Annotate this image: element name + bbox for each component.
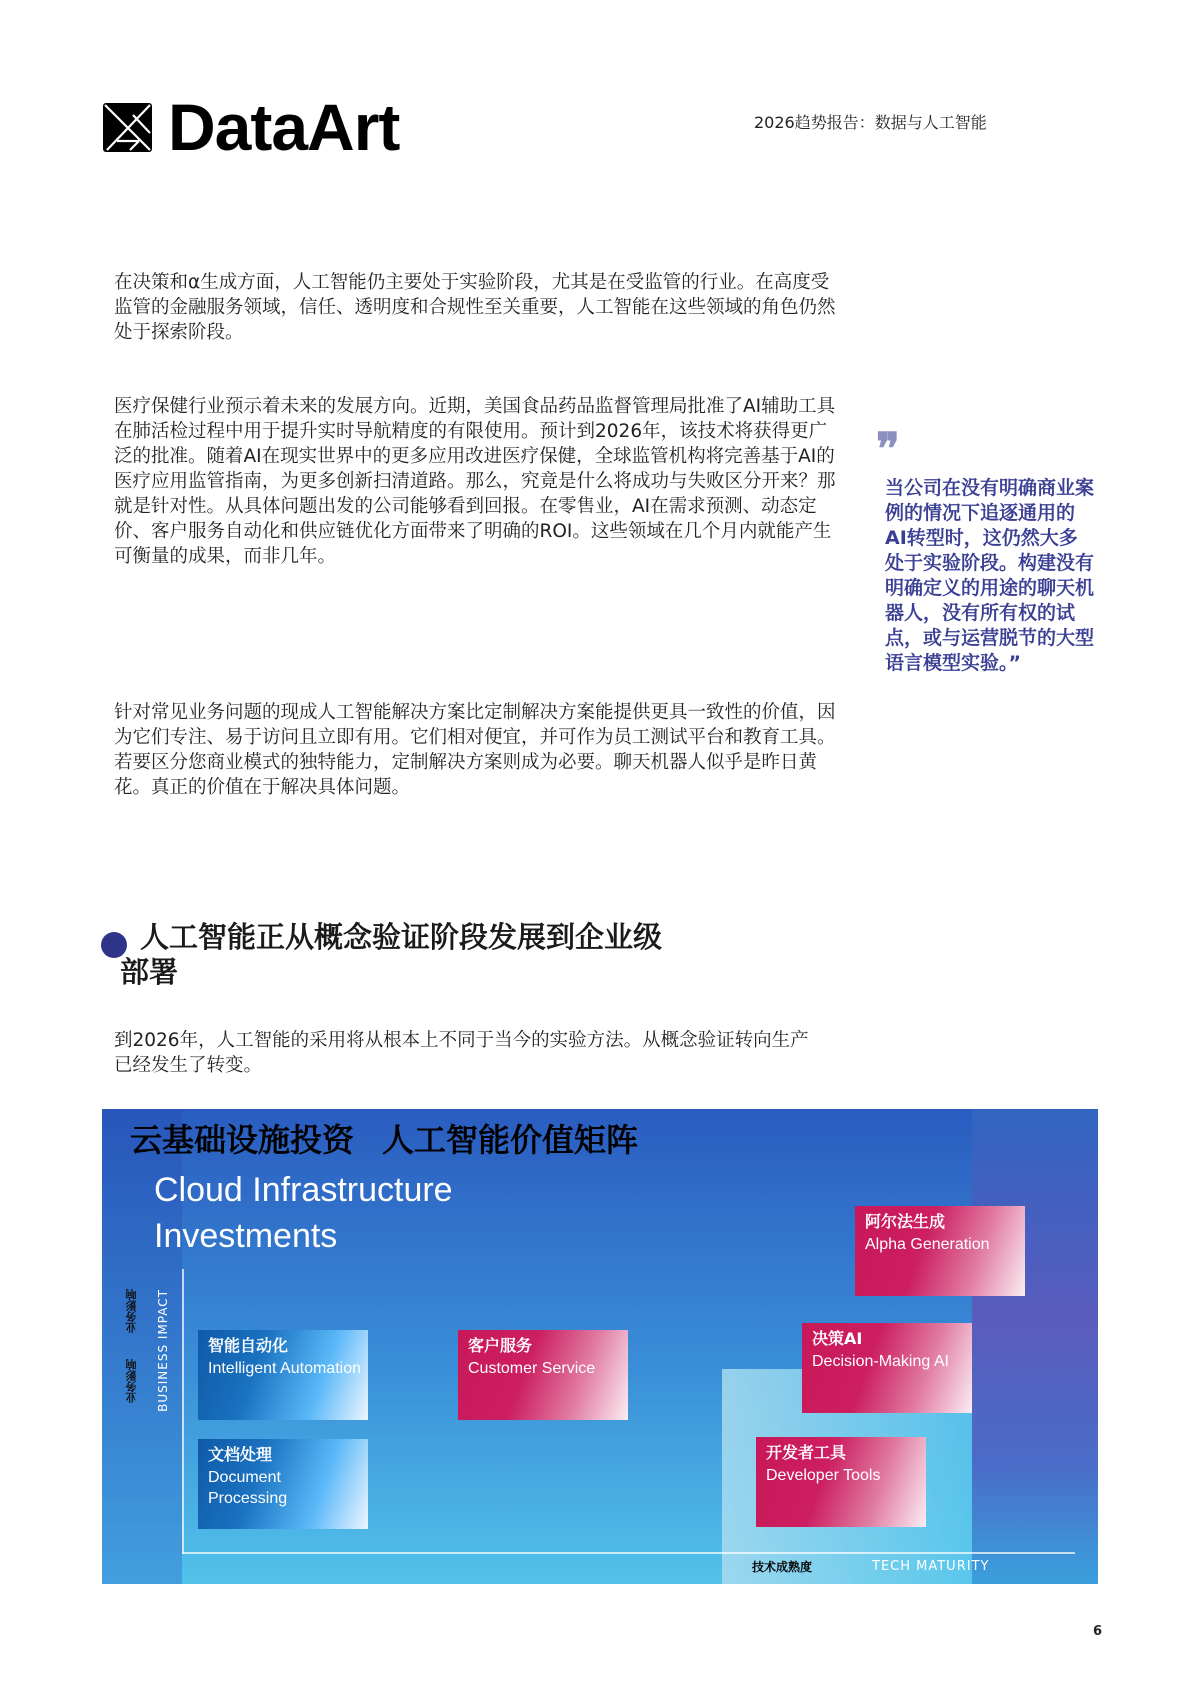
y-axis-label-cn-2: 业务影响 [125,1359,138,1403]
item-label-cn: 文档处理 [208,1445,273,1464]
figure-title [154,1167,453,1259]
item-label-en: Intelligent Automation [208,1360,361,1377]
paragraph-2: 医疗保健行业预示着未来的发展方向。近期，美国食品药品监督管理局批准了AI辅助工具在肺活检过程中用于提升实时导航精度的有限使用。预计到2026年，该技术将获得更广泛的批准。随着AI在现实世界中的更多应用改进医疗保健，全球监管机构将完善基于AI的医疗应用监管指南，为更多创新扫清道路。那么，究竟是什么将成功与失败区分开来？那就是针对性。从具体问题出发的公司能够看到回报。在零售业，AI在需求预测、动态定价、客户服务自动化和供应链优化方面带来了明确的ROI。这些领域在几个月内就能产生可衡量的成果，而非几年。 [114,396,836,567]
figure-title-line-1: Cloud Infrastructure [154,1171,453,1209]
x-axis-line [182,1552,1075,1554]
matrix-item-customer-service [458,1330,628,1420]
matrix-item-alpha-generation [855,1206,1025,1296]
item-label-en: Developer Tools [766,1467,881,1484]
y-axis-label-en: BUSINESS IMPACT [156,1289,170,1412]
item-label-en: Decision-Making AI [812,1353,949,1370]
page-number: 6 [1093,1624,1103,1639]
x-axis-label-cn: 技术成熟度 [752,1560,813,1574]
pull-quote: 当公司在没有明确商业案例的情况下追逐通用的AI转型时，这仍然大多处于实验阶段。构建没有明确定义的用途的聊天机器人，没有所有权的试点，或与运营脱节的大型语言模型实验。” [885,477,1095,674]
section-heading: 人工智能正从概念验证阶段发展到企业级部署 [120,920,663,989]
item-label-cn: 客户服务 [468,1336,533,1355]
figure-title-line-2: Investments [154,1217,338,1255]
x-axis-label-en: TECH MATURITY [872,1559,990,1574]
y-axis-line [182,1269,184,1554]
item-label-cn: 决策AI [812,1329,863,1348]
logo-text: DataArt [168,90,400,164]
item-label-cn: 智能自动化 [208,1336,289,1355]
matrix-figure [102,1109,1098,1584]
item-label-cn: 阿尔法生成 [865,1212,946,1231]
section-intro: 到2026年，人工智能的采用将从根本上不同于当今的实验方法。从概念验证转向生产已经发生了转变。 [114,1030,809,1076]
figure-title-cn-1: 云基础设施投资 [130,1121,355,1159]
item-label-en: Document Processing [208,1469,288,1507]
item-label-cn: 开发者工具 [766,1443,847,1462]
item-label-en: Alpha Generation [865,1236,990,1253]
item-label-en: Customer Service [468,1360,596,1377]
matrix-item-intelligent-automation [198,1330,368,1420]
report-title: 2026趋势报告：数据与人工智能 [754,113,987,132]
panel-shade-right [972,1109,1098,1584]
quote-mark-icon: ❞ [876,424,900,475]
matrix-item-document-processing [198,1439,368,1529]
dataart-logo-icon [103,103,152,152]
figure-title-cn-2: 人工智能价值矩阵 [382,1121,639,1159]
y-axis-label-cn: 业务影响 [125,1289,138,1333]
paragraph-1: 在决策和α生成方面，人工智能仍主要处于实验阶段，尤其是在受监管的行业。在高度受监管的金融服务领域，信任、透明度和合规性至关重要，人工智能在这些领域的角色仍然处于探索阶段。 [114,272,836,343]
figure-title-cn [130,1117,666,1163]
matrix-item-developer-tools [756,1437,926,1527]
matrix-item-decision-making-ai [802,1323,972,1413]
paragraph-3: 针对常见业务问题的现成人工智能解决方案比定制解决方案能提供更具一致性的价值，因为它们专注、易于访问且立即有用。它们相对便宜，并可作为员工测试平台和教育工具。若要区分您商业模式的独特能力，定制解决方案则成为必要。聊天机器人似乎是昨日黄花。真正的价值在于解决具体问题。 [114,702,836,798]
